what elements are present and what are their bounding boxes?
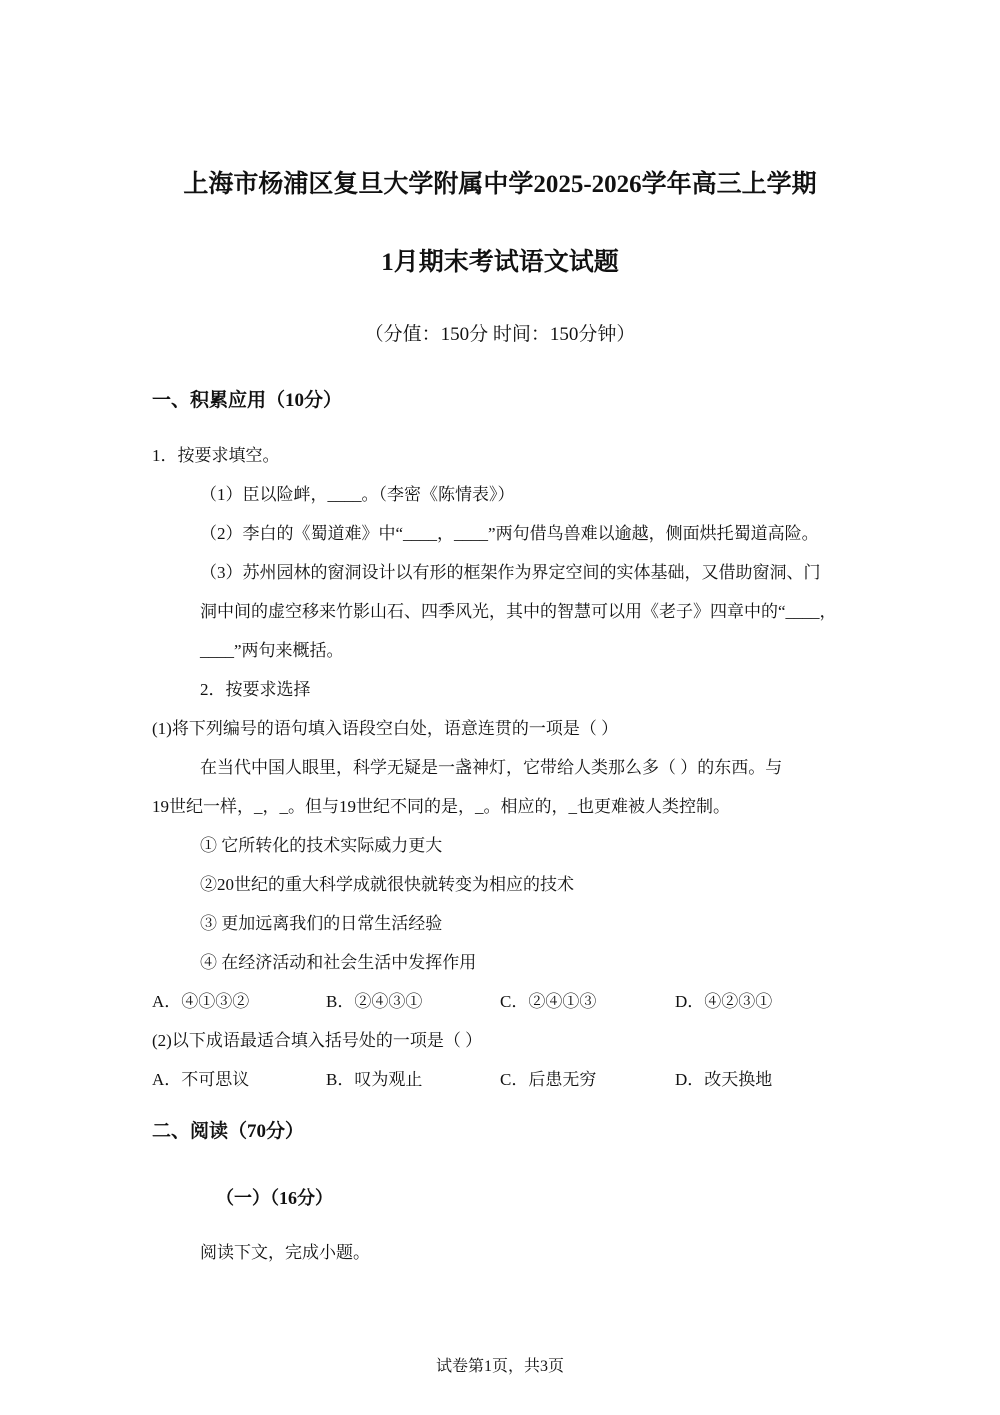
- option-b: B．②④③①: [326, 992, 423, 1011]
- question-2: 2．按要求选择: [200, 680, 311, 699]
- question-1-part-1: （1）臣以险衅，____。（李密《陈情表》）: [200, 485, 515, 504]
- page-footer: 试卷第1页，共3页: [435, 1358, 564, 1375]
- option-d: D．④②③①: [675, 992, 773, 1011]
- question-2-part-2: (2)以下成语最适合填入括号处的一项是（ ）: [152, 1031, 483, 1050]
- question-1-part-2: （2）李白的《蜀道难》中“____，____”两句借鸟兽难以逾越，侧面烘托蜀道高险。: [200, 524, 819, 543]
- question-1: 1．按要求填空。: [152, 446, 280, 465]
- question-1-part-3-line2: 洞中间的虚空移来竹影山石、四季风光，其中的智慧可以用《老子》四章中的“____，: [200, 602, 837, 621]
- exam-title-line2: 1月期末考试语文试题: [381, 249, 619, 276]
- exam-meta: （分值：150分 时间：150分钟）: [364, 324, 636, 345]
- question-1-part-3-line1: （3）苏州园林的窗洞设计以有形的框架作为界定空间的实体基础，又借助窗洞、门: [200, 563, 821, 582]
- idiom-option-d: D．改天换地: [675, 1070, 773, 1089]
- idiom-option-a: A．不可思议: [152, 1070, 250, 1089]
- question-2-part-1: (1)将下列编号的语句填入语段空白处，语意连贯的一项是（ ）: [152, 719, 619, 738]
- option-a: A．④①③②: [152, 992, 250, 1011]
- option-c: C．②④①③: [500, 992, 597, 1011]
- sentence-3: ③ 更加远离我们的日常生活经验: [200, 914, 443, 933]
- question-1-part-3-line3: ____”两句来概括。: [200, 641, 344, 660]
- section-heading-1: 一、积累应用（10分）: [152, 390, 343, 411]
- section-heading-2: 二、阅读（70分）: [152, 1121, 305, 1142]
- exam-title-line1: 上海市杨浦区复旦大学附属中学2025-2026学年高三上学期: [183, 171, 817, 198]
- sentence-1: ① 它所转化的技术实际威力更大: [200, 836, 443, 855]
- subsection-heading-1: （一）（16分）: [216, 1188, 333, 1208]
- idiom-option-b: B．叹为观止: [326, 1070, 423, 1089]
- sentence-2: ②20世纪的重大科学成就很快就转变为相应的技术: [200, 875, 574, 894]
- reading-instruction: 阅读下文，完成小题。: [200, 1243, 370, 1262]
- passage-line2: 19世纪一样，_，_。但与19世纪不同的是，_。相应的，_也更难被人类控制。: [152, 797, 730, 816]
- idiom-option-c: C．后患无穷: [500, 1070, 597, 1089]
- passage-line1: 在当代中国人眼里，科学无疑是一盏神灯，它带给人类那么多（ ）的东西。与: [200, 758, 783, 777]
- sentence-4: ④ 在经济活动和社会生活中发挥作用: [200, 953, 477, 972]
